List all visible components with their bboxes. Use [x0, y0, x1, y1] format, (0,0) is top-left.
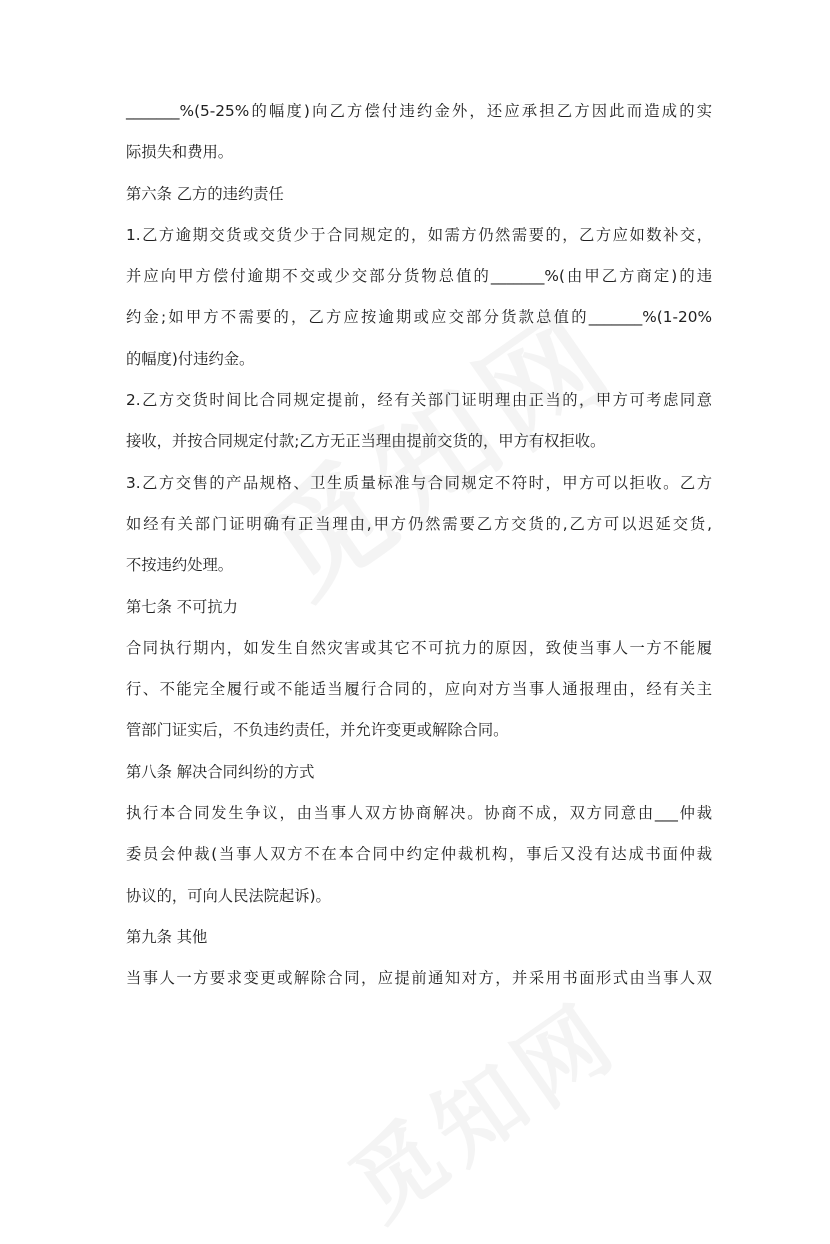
text-line: 不按违约处理。 — [126, 556, 234, 575]
text-line: 执行本合同发生争议，由当事人双方协商解决。协商不成，双方同意由___仲裁 — [126, 804, 712, 823]
section-heading: 第七条 不可抗力 — [126, 597, 238, 616]
text-line: 际损失和费用。 — [126, 143, 234, 162]
document-body — [126, 104, 712, 995]
text-line: 3.乙方交售的产品规格、卫生质量标准与合同规定不符时，甲方可以拒收。乙方 — [126, 473, 712, 492]
text-line: 如经有关部门证明确有正当理由,甲方仍然需要乙方交货的,乙方可以迟延交货, — [126, 514, 712, 533]
text-line: 1.乙方逾期交货或交货少于合同规定的，如需方仍然需要的，乙方应如数补交， — [126, 225, 712, 244]
text-line: 协议的，可向人民法院起诉)。 — [126, 886, 331, 905]
text-line: 管部门证实后，不负违约责任，并允许变更或解除合同。 — [126, 721, 509, 740]
text-line: _______%(5-25%的幅度)向乙方偿付违约金外，还应承担乙方因此而造成的实 — [126, 102, 712, 120]
section-heading: 第九条 其他 — [126, 927, 208, 946]
text-line: 合同执行期内，如发生自然灾害或其它不可抗力的原因，致使当事人一方不能履 — [126, 638, 712, 657]
text-line: 并应向甲方偿付逾期不交或少交部分货物总值的_______%(由甲乙方商定)的违 — [126, 267, 712, 286]
text-line: 行、不能完全履行或不能适当履行合同的，应向对方当事人通报理由，经有关主 — [126, 680, 712, 699]
text-line: 2.乙方交货时间比合同规定提前，经有关部门证明理由正当的，甲方可考虑同意 — [126, 391, 712, 410]
text-line: 约金;如甲方不需要的，乙方应按逾期或应交部分货款总值的_______%(1-20% — [126, 308, 712, 327]
section-heading: 第八条 解决合同纠纷的方式 — [126, 762, 315, 781]
text-line: 的幅度)付违约金。 — [126, 349, 255, 368]
section-heading: 第六条 乙方的违约责任 — [126, 184, 284, 203]
text-line: 当事人一方要求变更或解除合同，应提前通知对方，并采用书面形式由当事人双 — [126, 969, 712, 988]
text-line: 接收，并按合同规定付款;乙方无正当理由提前交货的，甲方有权拒收。 — [126, 432, 606, 451]
watermark-logo — [320, 966, 640, 1244]
text-line: 委员会仲裁(当事人双方不在本合同中约定仲裁机构，事后又没有达成书面仲裁 — [126, 845, 712, 864]
